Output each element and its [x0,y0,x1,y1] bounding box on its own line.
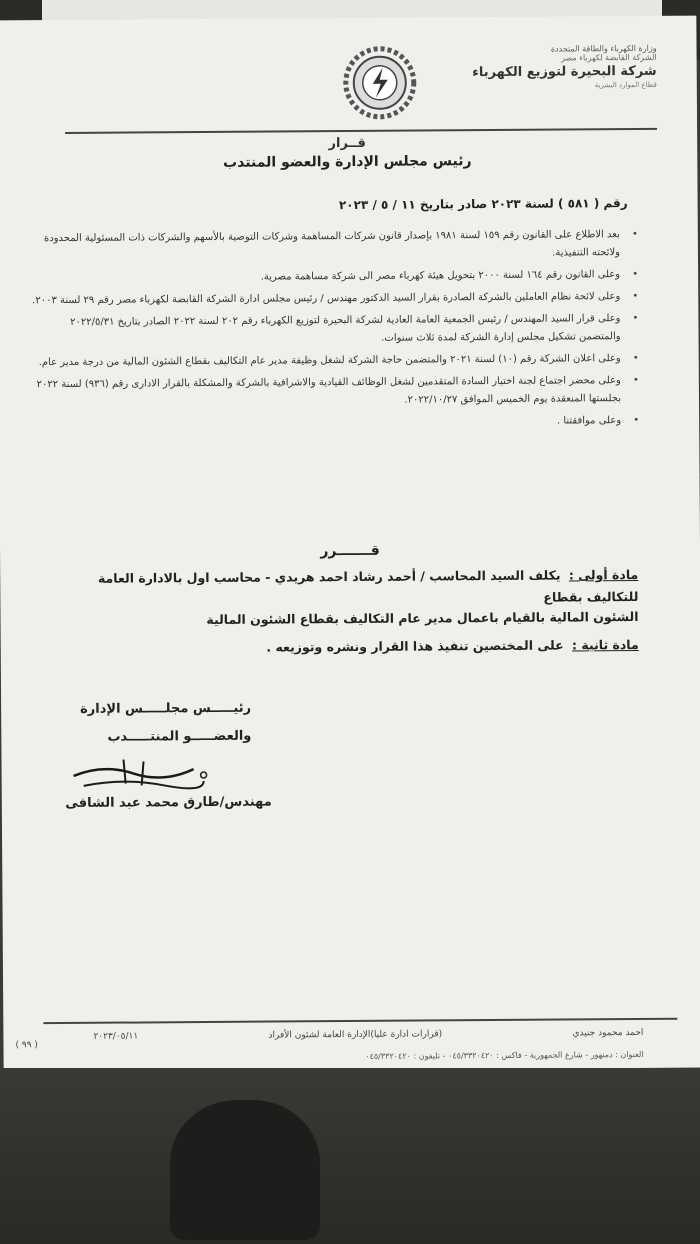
shoe-shadow [170,1100,320,1240]
article-one-label: مادة أولى : [568,566,639,583]
company-logo-icon [343,46,418,121]
article-two-text: على المختصين تنفيذ هذا القرار ونشره وتوزيعه . [266,637,564,655]
preamble-clauses [28,226,629,438]
article-one-text: يكلف السيد المحاسب / أحمد رشاد احمد هريدي - محاسب اول بالادارة العامة للتكاليف بقطاع [97,567,639,605]
letterhead [37,44,658,128]
clause-item: • وعلى القانون رقم ١٦٤ لسنة ٢٠٠٠ بتحويل هيئة كهرباء مصر الى شركة مساهمة مصرية. [28,266,628,288]
clause-item: • وعلى موافقتنا . [29,412,629,434]
signatory-name: مهندس/طارق محمد عبد الشافى [65,794,272,811]
article-one-continued: الشئون المالية بالقيام باعمال مدير عام التكاليف بقطاع الشئون المالية [206,608,639,628]
signatory-titles [51,695,251,752]
prepared-by: احمد محمود جنيدي [572,1027,644,1039]
clause-item: • وعلى لائحة نظام العاملين بالشركة الصادرة بقرار السيد الدكتور مهندس / رئيس مجلس ادارة الشركة القابضة لكهرباء مصر رقم ٢٩ لسنة ٢٠٠٣. [28,288,628,310]
clause-item: • وعلى قرار السيد المهندس / رئيس الجمعية العامة العادية لشركة البحيرة لتوزيع الكهرباء رقم ٢٠٢ لسنة ٢٠٢٢ الصادر بتاريخ ٢٠٢٢/٥/٣١ والمتضمن تشكيل مجلس إدارة الشركة لمدة ثلاث سنوات. [28,310,628,350]
footer-line [93,1028,643,1042]
article-one [48,564,638,612]
article-two-label: مادة ثانية : [571,636,639,653]
decision-heading: قــرار [328,135,366,152]
sector-name: قطاع الموارد البشرية [594,80,657,90]
footer-department: (قرارات ادارة عليا)الإدارة العامة لشئون الأفراد [268,1029,443,1041]
ministry-name: وزارة الكهرباء والطاقة المتجددة [550,43,657,54]
clause-item: • وعلى اعلان الشركة رقم (١٠) لسنة ٢٠٢١ والمتضمن حاجة الشركة لشغل وظيفة مدير عام التكاليف بقطاع الشئون المالية من درجة مدير عام. [29,350,629,372]
document-page [0,16,700,1073]
clause-item: • وعلى محضر اجتماع لجنة اختيار السادة المتقدمين لشغل الوظائف القيادية والاشرافية بالشركة والمشكلة بالقرار الادارى رقم (٩٣٦) لسنة ٢٠٢٢ بجلستها المنعقدة يوم الخميس الموافق ٢٠٢٢/١٠/٢٧. [29,372,629,412]
issuer-title: رئيس مجلس الإدارة والعضو المنتدب [223,153,472,171]
organization-block [472,44,657,90]
clause-item: • بعد الاطلاع على القانون رقم ١٥٩ لسنة ١٩٨١ بإصدار قانون شركات المساهمة وشركات التوصية بالأسهم والشركات ذات المسئولية المحدودة ولائحته التنفيذية. [28,226,628,266]
page-number: ( ٩٩ ) [15,1040,38,1051]
photo-background-bottom [0,1068,700,1244]
signatory-title-1: رئيـــــس مجلـــــس الإدارة [80,700,252,717]
decree-number: رقم ( ٥٨١ ) لسنة ٢٠٢٣ صادر بتاريخ ١١ / ٥ / ٢٠٢٣ [338,196,628,213]
article-two [49,634,639,660]
header-divider [65,128,657,134]
signatory-title-2: والعضـــــو المنتـــــدب [107,728,252,745]
decided-heading: قـــــــرر [320,542,380,560]
holding-name: الشركة القابضة لكهرباء مصر [561,52,657,63]
footer-address: العنوان : دمنهور - شارع الجمهورية - فاكس : ٠٤٥/٣٣٢٠٤٢٠ - تليفون : ٠٤٥/٣٣٢٠٤٢٠ [365,1049,644,1061]
footer-date: ٢٠٢٣/٠٥/١١ [93,1031,139,1042]
footer-divider [43,1018,677,1024]
company-name: شركة البحيرة لتوزيع الكهرباء [472,63,657,81]
